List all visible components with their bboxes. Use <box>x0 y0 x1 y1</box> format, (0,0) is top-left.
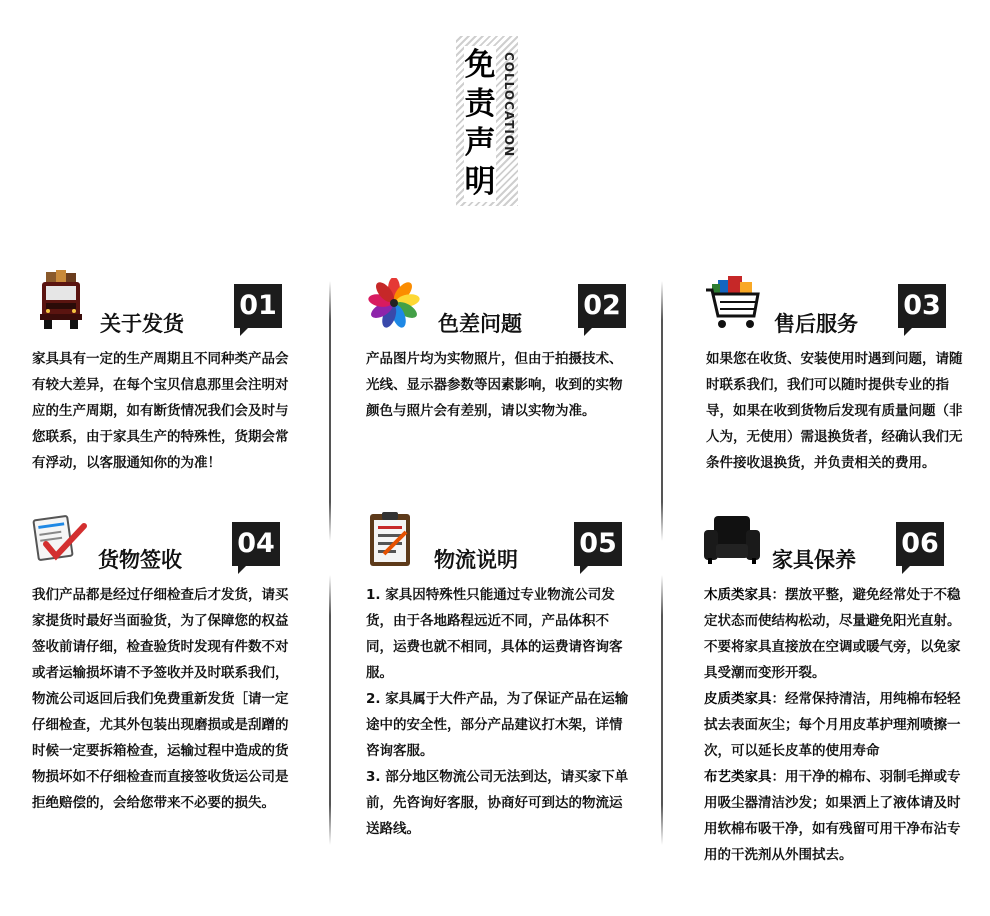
section-number-badge: 03 <box>898 284 946 328</box>
section-body <box>366 582 630 842</box>
section-body <box>706 346 968 476</box>
care-item-text: ：摆放平整，避免经常处于不稳定状态而使结构松动，尽量避免阳光直射。不要将家具直接放在空调或暖气旁，以免家具受潮而变形开裂。 <box>704 587 961 681</box>
truck-icon <box>34 270 88 324</box>
color-wheel-icon <box>366 278 420 332</box>
section-title: 货物签收 <box>98 548 182 572</box>
section-number-badge: 01 <box>234 284 282 328</box>
care-item <box>704 686 966 764</box>
care-item <box>704 582 966 686</box>
section-body <box>366 346 630 424</box>
section-paragraph: 1. 家具因特殊性只能通过专业物流公司发货，由于各地路程远近不同，产品体积不同，运费也就不相同，具体的运费请咨询客服。 <box>366 587 623 681</box>
armchair-icon <box>702 514 756 568</box>
disclaimer-header <box>456 36 518 206</box>
section-number-badge: 06 <box>896 522 944 566</box>
section-paragraph: 2. 家具属于大件产品，为了保证产品在运输途中的安全性，部分产品建议打木架，详情咨询客服。 <box>366 691 629 759</box>
section-number-badge: 05 <box>574 522 622 566</box>
section-title: 家具保养 <box>772 548 856 572</box>
section-number-badge: 02 <box>578 284 626 328</box>
section-after-sales <box>702 270 987 510</box>
section-paragraph: 如果您在收货、安装使用时遇到问题，请随时联系我们，我们可以随时提供专业的指导，如果在收到货物后发现有质量问题（非人为，无使用）需退换货者，经确认我们无条件接收退换货，并负责相关的费用。 <box>706 351 963 471</box>
section-title: 关于发货 <box>100 312 184 336</box>
page-title: 免责声明 <box>464 47 496 200</box>
section-logistics <box>362 510 652 850</box>
section-receipt <box>30 510 320 850</box>
shopping-cart-icon <box>704 276 758 330</box>
checkmark-icon <box>32 514 86 568</box>
section-shipping <box>30 270 320 510</box>
section-title: 物流说明 <box>434 548 518 572</box>
section-title: 售后服务 <box>774 312 858 336</box>
section-body <box>32 582 298 816</box>
section-body <box>704 582 966 868</box>
section-furniture-care <box>702 510 987 890</box>
column-divider <box>329 575 331 845</box>
care-item-label: 木质类家具 <box>704 587 772 603</box>
section-body <box>32 346 296 476</box>
section-title: 色差问题 <box>438 312 522 336</box>
section-paragraph: 家具具有一定的生产周期且不同种类产品会有较大差异，在每个宝贝信息那里会注明对应的生产周期，如有断货情况我们会及时与您联系，由于家具生产的特殊性，货期会常有浮动，以客服通知你的为准！ <box>32 351 289 471</box>
column-divider <box>329 281 331 541</box>
page-subtitle: COLLOCATION <box>502 52 516 158</box>
care-item-text: ：经常保持清洁，用纯棉布轻轻拭去表面灰尘；每个月用皮革护理剂喷擦一次，可以延长皮革的使用寿命 <box>704 691 961 759</box>
care-item-label: 皮质类家具 <box>704 691 772 707</box>
section-paragraph: 我们产品都是经过仔细检查后才发货，请买家提货时最好当面验货，为了保障您的权益签收前请仔细，检查验货时发现有件数不对或者运输损坏请不予签收并及时联系我们，物流公司返回后我们免费重新发货［请一定仔细检查，尤其外包装出现磨损或是刮蹭的时候一定要拆箱检查，运输过程中造成的货物损坏如不仔细检查而直接签收货运公司是拒绝赔偿的，会给您带来不必要的损失。 <box>32 587 289 811</box>
section-number-badge: 04 <box>232 522 280 566</box>
care-item <box>704 764 966 868</box>
column-divider <box>661 281 663 541</box>
care-item-label: 布艺类家具 <box>704 769 772 785</box>
section-color-difference <box>362 270 652 510</box>
clipboard-icon <box>366 510 420 564</box>
care-item-text: ：用干净的棉布、羽制毛掸或专用吸尘器清洁沙发；如果洒上了液体请及时用软棉布吸干净，如有残留可用干净布沾专用的干洗剂从外围拭去。 <box>704 769 961 863</box>
column-divider <box>661 575 663 845</box>
section-paragraph: 3. 部分地区物流公司无法到达，请买家下单前，先咨询好客服，协商好可到达的物流运送路线。 <box>366 769 629 837</box>
section-paragraph: 产品图片均为实物照片，但由于拍摄技术、光线、显示器参数等因素影响，收到的实物颜色与照片会有差别，请以实物为准。 <box>366 351 623 419</box>
